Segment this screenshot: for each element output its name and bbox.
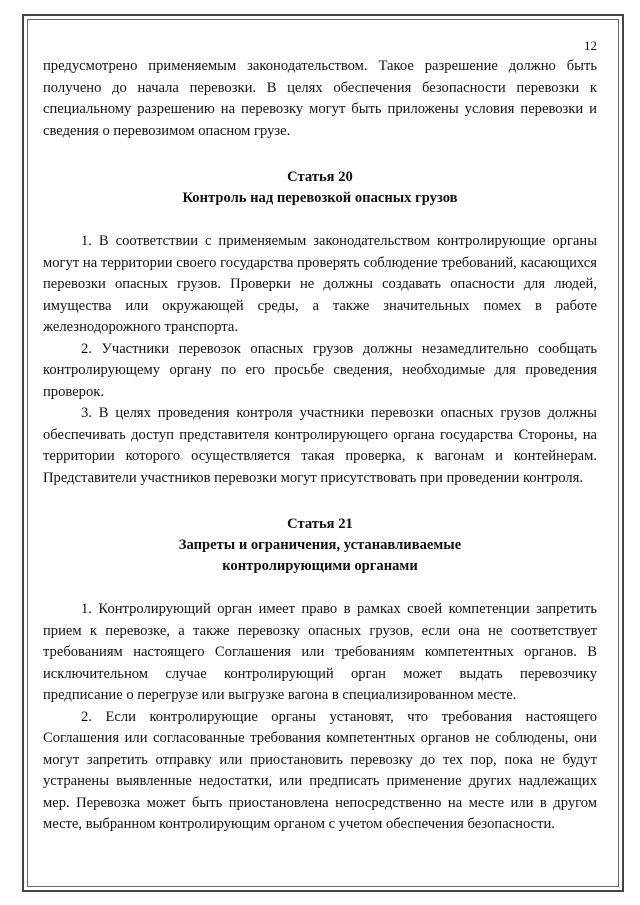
article-21 (43, 514, 597, 836)
article-20-paragraph-2: 2. Участники перевозок опасных грузов должны незамедлительно сообщать контролирующему органу по его просьбе сведения, необходимые для проведения проверок. (43, 340, 597, 400)
article-20-paragraph-3: 3. В целях проведения контроля участники перевозки опасных грузов должны обеспечивать доступ представителя контролирующего органа государства Стороны, на территории которого осуществляется такая проверка, к вагонам и контейнерам. Представители участников перевозки могут присутствовать при проведении контроля. (43, 405, 597, 486)
article-20 (43, 167, 597, 489)
page-content (43, 38, 597, 836)
article-21-number: Статья 21 (287, 516, 353, 532)
article-20-title: Контроль над перевозкой опасных грузов (182, 190, 458, 206)
article-20-number: Статья 20 (287, 169, 353, 185)
article-21-paragraph-1: 1. Контролирующий орган имеет право в рамках своей компетенции запретить прием к перевозке, а также перевозку опасных грузов, если она не соответствует требованиям настоящего Соглашения или требованиям компетентных органов. В исключительном случае контролирующий орган может выдать перевозчику предписание о перегрузе или выгрузке вагона в специализированном месте. (43, 601, 597, 703)
article-20-paragraph-1: 1. В соответствии с применяемым законодательством контролирующие органы могут на территории своего государства проверять соблюдение требований, касающихся перевозки опасных грузов. Проверки не должны создавать опасности для людей, имущества или окружающей среды, а также значительных помех в работе железнодорожного транспорта. (43, 233, 597, 335)
article-21-paragraph-2: 2. Если контролирующие органы установят, что требования настоящего Соглашения или согласованные требования компетентных органов не соблюдены, они могут запретить отправку или приостановить перевозку до тех пор, пока не будут устранены выявленные недостатки, или предписать применение других надлежащих мер. Перевозка может быть приостановлена непосредственно на месте или в другом месте, выбранном контролирующим органом с учетом обеспечения безопасности. (43, 708, 597, 832)
article-21-title-line-1: Запреты и ограничения, устанавливаемые (178, 537, 462, 553)
intro-paragraph: предусмотрено применяемым законодательством. Такое разрешение должно быть получено до начала перевозки. В целях обеспечения безопасности перевозки к специальному разрешению на перевозку могут быть приложены условия перевозки и сведения о перевозимом опасном грузе. (43, 58, 597, 139)
page-number: 12 (584, 38, 597, 53)
article-21-title-line-2: контролирующими органами (222, 558, 418, 574)
